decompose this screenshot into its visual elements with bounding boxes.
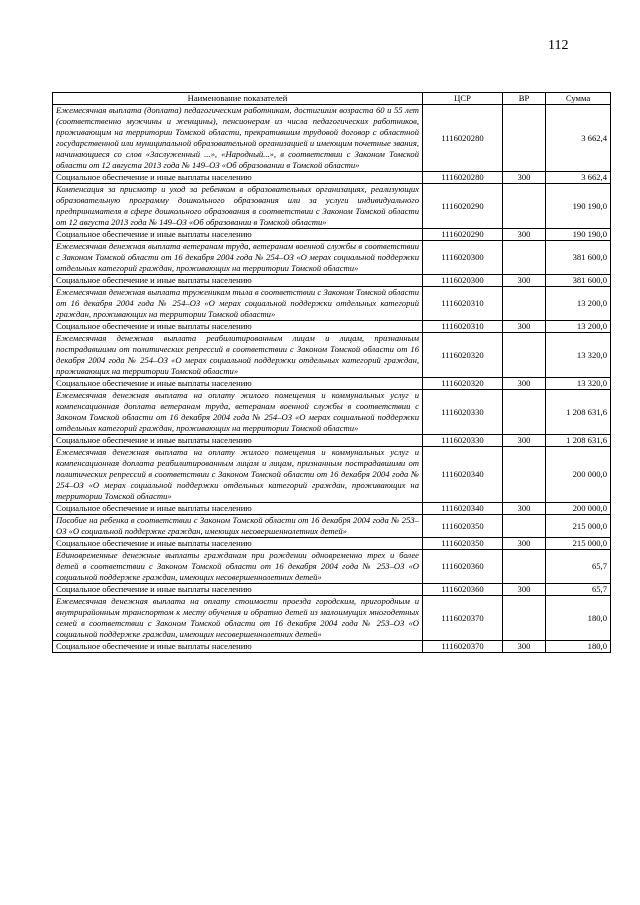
table-row	[53, 447, 611, 503]
table-row	[53, 287, 611, 321]
row-code: 1116020340	[423, 447, 503, 503]
row-vr	[503, 105, 546, 172]
row-name: Социальное обеспечение и иные выплаты населению	[53, 321, 423, 333]
row-vr: 300	[503, 172, 546, 184]
row-sum: 215 000,0	[546, 538, 611, 550]
row-vr	[503, 184, 546, 229]
row-name: Ежемесячная выплата (доплата) педагогическим работникам, достигшим возраста 60 и 55 лет (соответственно мужчины и женщины), пенсионерам из числа педагогических работников, проживающим на территории Томской области, прекратившим трудовой договор с областной государственной или муниципальной образовательной организацией и имеющим почетные звания, начинающиеся со слов «Заслуженный ...», «Народный...», в соответствии с Законом Томской области от 12 августа 2013 года № 149–ОЗ «Об образовании в Томской области»	[53, 105, 423, 172]
row-code: 1116020280	[423, 105, 503, 172]
row-code: 1116020370	[423, 641, 503, 653]
row-name: Социальное обеспечение и иные выплаты населению	[53, 641, 423, 653]
row-sum: 200 000,0	[546, 447, 611, 503]
row-code: 1116020300	[423, 241, 503, 275]
page-number: 112	[548, 38, 569, 53]
row-vr	[503, 390, 546, 435]
table-row	[53, 584, 611, 596]
table-row	[53, 105, 611, 172]
row-code: 1116020290	[423, 184, 503, 229]
row-name: Ежемесячная денежная выплата на оплату стоимости проезда городским, пригородным и внутрирайонным транспортом к месту обучения и обратно детей из малоимущих многодетных семей в соответствии с Законом Томской области от 16 декабря 2004 года № 253–ОЗ «О социальной поддержке граждан, имеющих несовершеннолетних детей»	[53, 596, 423, 641]
row-name: Социальное обеспечение и иные выплаты населению	[53, 378, 423, 390]
header-sum: Сумма	[546, 93, 611, 105]
table-row	[53, 184, 611, 229]
row-name: Социальное обеспечение и иные выплаты населению	[53, 503, 423, 515]
row-sum: 13 200,0	[546, 287, 611, 321]
row-sum: 180,0	[546, 596, 611, 641]
row-name: Компенсация за присмотр и уход за ребенком в образовательных организациях, реализующих образовательную программу дошкольного образования или за услуги индивидуального предпринимателя в сфере дошкольного образования в соответствии с Законом Томской области от 12 августа 2013 года № 149–ОЗ «Об образовании в Томской области»	[53, 184, 423, 229]
row-vr: 300	[503, 538, 546, 550]
row-code: 1116020330	[423, 435, 503, 447]
table-row	[53, 229, 611, 241]
row-name: Социальное обеспечение и иные выплаты населению	[53, 584, 423, 596]
table-row	[53, 172, 611, 184]
table-row	[53, 390, 611, 435]
row-vr	[503, 333, 546, 378]
row-code: 1116020340	[423, 503, 503, 515]
row-name: Социальное обеспечение и иные выплаты населению	[53, 229, 423, 241]
table-row	[53, 321, 611, 333]
row-sum: 1 208 631,6	[546, 390, 611, 435]
row-sum: 200 000,0	[546, 503, 611, 515]
table-row	[53, 550, 611, 584]
row-vr: 300	[503, 321, 546, 333]
row-sum: 65,7	[546, 550, 611, 584]
row-code: 1116020350	[423, 538, 503, 550]
row-vr	[503, 550, 546, 584]
row-sum: 190 190,0	[546, 229, 611, 241]
row-vr: 300	[503, 503, 546, 515]
table-row	[53, 515, 611, 538]
row-sum: 13 200,0	[546, 321, 611, 333]
row-vr: 300	[503, 435, 546, 447]
row-vr: 300	[503, 229, 546, 241]
row-name: Ежемесячная денежная выплата на оплату жилого помещения и коммунальных услуг и компенсационная доплата ветеранам труда, ветеранам военной службы в соответствии с Законом Томской области от 16 декабря 2004 года № 254–ОЗ «О мерах социальной поддержки отдельных категорий граждан, проживающих на территории Томской области»	[53, 390, 423, 435]
row-sum: 180,0	[546, 641, 611, 653]
row-sum: 3 662,4	[546, 172, 611, 184]
row-sum: 215 000,0	[546, 515, 611, 538]
row-code: 1116020290	[423, 229, 503, 241]
row-code: 1116020300	[423, 275, 503, 287]
row-vr: 300	[503, 641, 546, 653]
row-code: 1116020320	[423, 333, 503, 378]
table-row	[53, 378, 611, 390]
table-row	[53, 241, 611, 275]
row-sum: 381 600,0	[546, 241, 611, 275]
row-code: 1116020360	[423, 550, 503, 584]
row-vr	[503, 241, 546, 275]
row-code: 1116020310	[423, 287, 503, 321]
row-name: Пособие на ребенка в соответствии с Законом Томской области от 16 декабря 2004 года № 253–ОЗ «О социальной поддержке граждан, имеющих несовершеннолетних детей»	[53, 515, 423, 538]
table-body	[53, 105, 611, 653]
row-code: 1116020360	[423, 584, 503, 596]
row-sum: 13 320,0	[546, 333, 611, 378]
row-sum: 381 600,0	[546, 275, 611, 287]
row-name: Социальное обеспечение и иные выплаты населению	[53, 538, 423, 550]
row-sum: 13 320,0	[546, 378, 611, 390]
row-code: 1116020310	[423, 321, 503, 333]
header-vr: ВР	[503, 93, 546, 105]
row-vr	[503, 596, 546, 641]
header-name: Наименование показателей	[53, 93, 423, 105]
row-code: 1116020350	[423, 515, 503, 538]
table-row	[53, 641, 611, 653]
table-row	[53, 435, 611, 447]
row-vr: 300	[503, 584, 546, 596]
header-csr: ЦСР	[423, 93, 503, 105]
table-row	[53, 333, 611, 378]
table-header-row	[53, 93, 611, 105]
row-sum: 3 662,4	[546, 105, 611, 172]
budget-table	[52, 92, 611, 653]
row-code: 1116020330	[423, 390, 503, 435]
table-row	[53, 596, 611, 641]
row-name: Ежемесячная денежная выплата труженикам тыла в соответствии с Законом Томской области от 16 декабря 2004 года № 254–ОЗ «О мерах социальной поддержки отдельных категорий граждан, проживающих на территории Томской области»	[53, 287, 423, 321]
row-vr	[503, 515, 546, 538]
row-name: Социальное обеспечение и иные выплаты населению	[53, 172, 423, 184]
row-name: Социальное обеспечение и иные выплаты населению	[53, 435, 423, 447]
row-vr: 300	[503, 275, 546, 287]
row-vr: 300	[503, 378, 546, 390]
row-sum: 1 208 631,6	[546, 435, 611, 447]
row-code: 1116020370	[423, 596, 503, 641]
row-vr	[503, 287, 546, 321]
table-row	[53, 503, 611, 515]
row-name: Ежемесячная денежная выплата на оплату жилого помещения и коммунальных услуг и компенсационная доплата реабилитированным лицам и лицам, признанным пострадавшими от политических репрессий в соответствии с Законом Томской области от 16 декабря 2004 года № 254–ОЗ «О мерах социальной поддержки отдельных категорий граждан, проживающих на территории Томской области»	[53, 447, 423, 503]
row-code: 1116020280	[423, 172, 503, 184]
table-row	[53, 275, 611, 287]
row-name: Ежемесячная денежная выплата ветеранам труда, ветеранам военной службы в соответствии с Законом Томской области от 16 декабря 2004 года № 254–ОЗ «О мерах социальной поддержки отдельных категорий граждан, проживающих на территории Томской области»	[53, 241, 423, 275]
row-name: Единовременные денежные выплаты гражданам при рождении одновременно трех и более детей в соответствии с Законом Томской области от 16 декабря 2004 года № 253–ОЗ «О социальной поддержке граждан, имеющих несовершеннолетних детей»	[53, 550, 423, 584]
row-name: Ежемесячная денежная выплата реабилитированным лицам и лицам, признанным пострадавшими от политических репрессий в соответствии с Законом Томской области от 16 декабря 2004 года № 254–ОЗ «О мерах социальной поддержки отдельных категорий граждан, проживающих на территории Томской области»	[53, 333, 423, 378]
row-sum: 190 190,0	[546, 184, 611, 229]
row-code: 1116020320	[423, 378, 503, 390]
table-row	[53, 538, 611, 550]
row-sum: 65,7	[546, 584, 611, 596]
row-name: Социальное обеспечение и иные выплаты населению	[53, 275, 423, 287]
row-vr	[503, 447, 546, 503]
